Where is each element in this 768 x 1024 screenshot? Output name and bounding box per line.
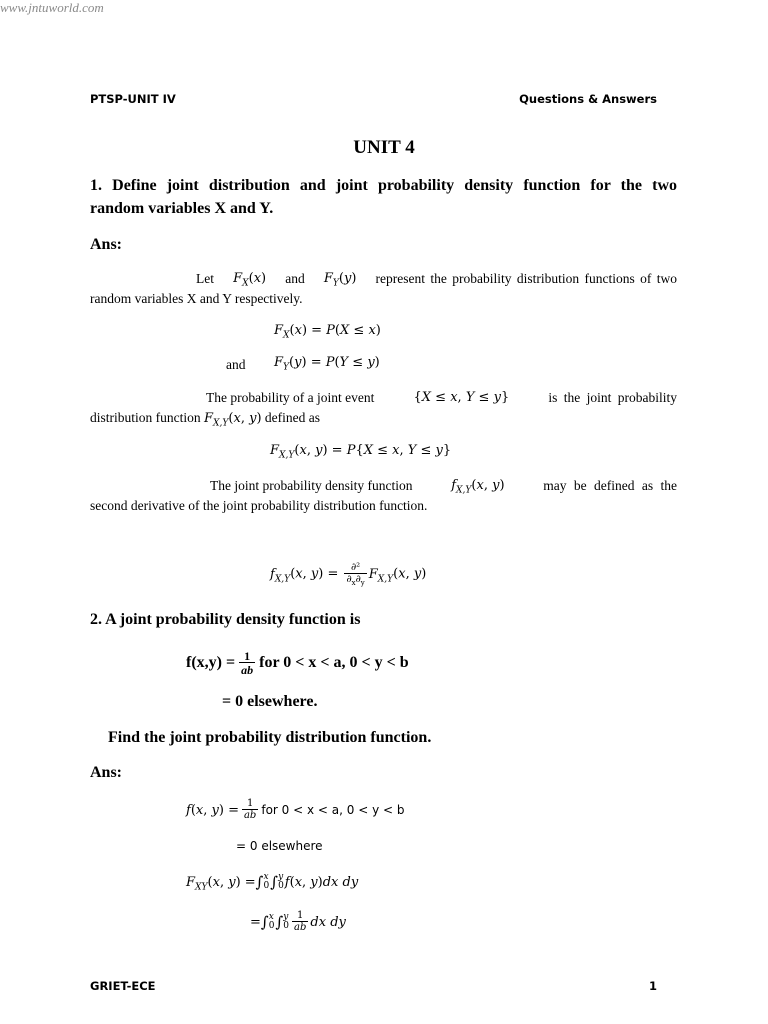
p2-line2-start: distribution function: [90, 410, 201, 425]
q2-find: Find the joint probability distribution function.: [108, 729, 432, 746]
eq-fxy: $F_{X,Y}(x$, y) = P{X ≤ x, Y ≤ y}: [270, 443, 452, 461]
p1-line2: random variables X and Y respectively.: [90, 291, 303, 306]
q2-elsewhere: = 0 elsewhere.: [222, 693, 318, 710]
p1-let: Let: [196, 271, 214, 286]
header-left: PTSP-UNIT IV: [90, 92, 176, 106]
eq-fy: $F_Y(y) = P(Y \le y)$: [274, 355, 380, 373]
page-number: 1: [649, 979, 658, 993]
fx-symbol: $F_X(x)$: [233, 271, 267, 289]
q2-ans-label: Ans:: [90, 764, 123, 781]
eq-pdf: $f_{X,Y}(x$, y) = $\frac{\text{∂²}}{\partial_x\partial_y}$ $F_{X,Y}(x$, y): [270, 562, 427, 587]
header-right: Questions & Answers: [519, 92, 657, 106]
fy-symbol: $F_Y(y)$: [323, 271, 357, 289]
p2-line2-end: defined as: [264, 410, 321, 425]
q1-ans-label: Ans:: [90, 236, 123, 253]
fxy-symbol: $F_{X,Y}(x$, y): [204, 411, 262, 429]
q1-para1: [90, 269, 677, 309]
joint-event: {X ≤ x, Y ≤ y}: [413, 390, 510, 405]
p3-start: The joint probability density function: [210, 478, 413, 493]
p3-end: may be defined as the: [543, 478, 677, 493]
q1-line1: 1. Define joint distribution and joint probability density function for the two: [90, 177, 677, 194]
pdf-symbol: $f_{X,Y}(x$, y): [451, 478, 505, 496]
def-fraction: $\frac{1}{ab}$: [241, 649, 254, 677]
and-label: and: [226, 357, 246, 372]
p2-start: The probability of a joint event: [206, 390, 375, 405]
q2-question: 2. A joint probability density function is: [90, 611, 361, 628]
footer-left: GRIET-ECE: [90, 979, 156, 993]
def-suffix: for 0 < x < a, 0 < y < b: [259, 654, 409, 671]
q1-para3: [90, 476, 677, 516]
unit-title: UNIT 4: [353, 137, 415, 158]
def-prefix: f(x,y) =: [186, 654, 236, 671]
sol-cdf-line1: $F_{XY}(x$, y) = ∫ x 0 ∫ y 0 f(x, y)dx dy: [186, 872, 359, 893]
p1-text: represent the probability distribution functions of two: [375, 271, 677, 286]
sol-def: f(x, y) = $\frac{1}{ab}$ for 0 < x < a, 0 < y < b: [186, 798, 405, 821]
p1-and: and: [285, 271, 305, 286]
q2-definition: [186, 650, 409, 676]
q1-line2: random variables X and Y.: [90, 200, 274, 217]
p3-line2: second derivative of the joint probability distribution function.: [90, 498, 428, 513]
p2-end: is the joint probability: [548, 390, 677, 405]
q1-para2: [90, 388, 677, 429]
sol-elsewhere: = 0 elsewhere: [236, 839, 323, 853]
eq-fx: $F_X(x) = P(X \le x)$: [274, 323, 381, 341]
watermark: www.jntuworld.com: [0, 0, 104, 15]
sol-cdf-line2: = ∫ x 0 ∫ y 0 $\frac{1}{ab}$ dx dy: [250, 910, 346, 933]
sol-for: for 0 < x < a, 0 < y < b: [261, 803, 405, 817]
